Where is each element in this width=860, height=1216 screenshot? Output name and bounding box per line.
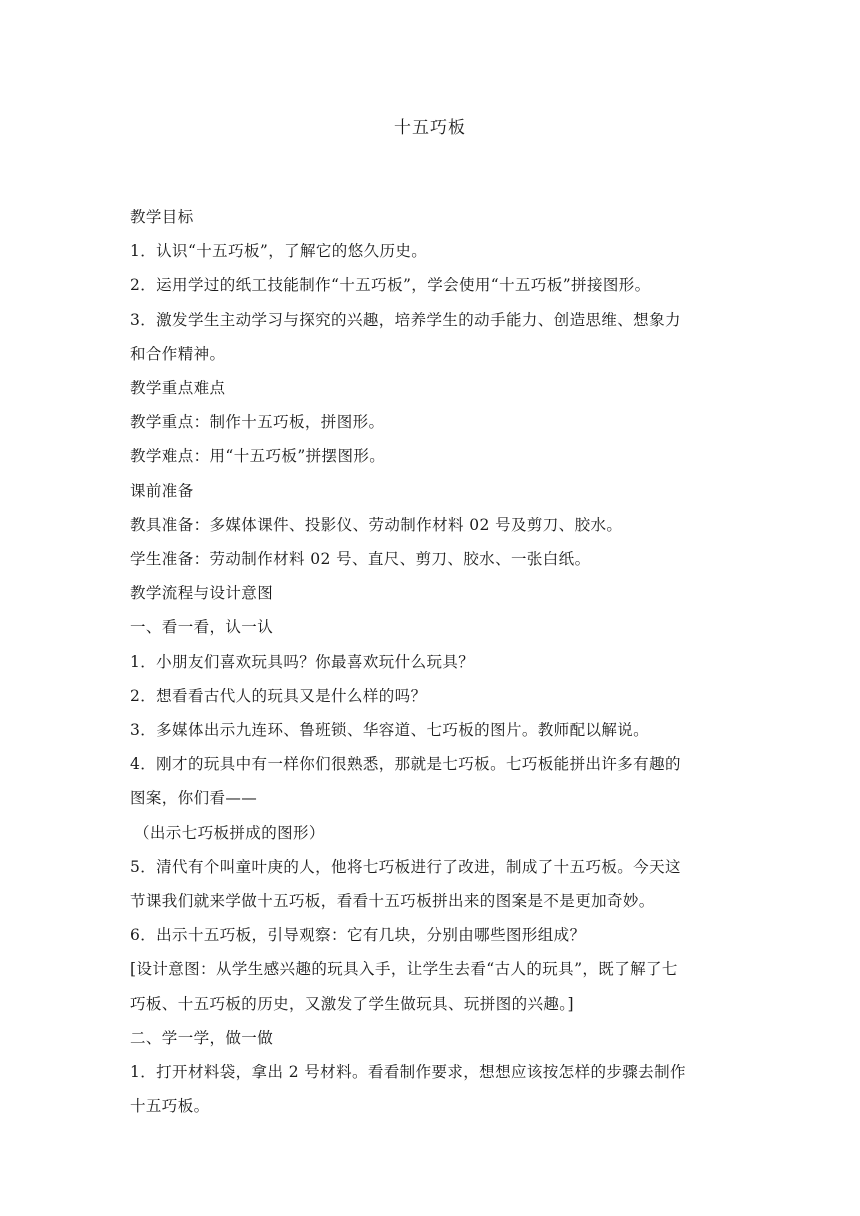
paragraph-line: 教学难点：用“十五巧板”拼摆图形。 [130, 447, 386, 466]
heading-key-points: 教学重点难点 [130, 379, 226, 398]
section-heading: 一、看一看，认一认 [130, 618, 274, 637]
design-intent-line: [设计意图：从学生感兴趣的玩具入手，让学生去看“古人的玩具”，既了解了七 [130, 960, 678, 979]
paragraph-line: （出示七巧板拼成的图形） [134, 823, 325, 842]
paragraph-line: 图案，你们看—— [130, 789, 258, 808]
paragraph-line: 教学重点：制作十五巧板，拼图形。 [130, 413, 385, 432]
paragraph-line: 1．小朋友们喜欢玩具吗？你最喜欢玩什么玩具？ [130, 652, 475, 671]
paragraph-line: 2．运用学过的纸工技能制作“十五巧板”，学会使用“十五巧板”拼接图形。 [130, 276, 651, 295]
paragraph-line: 1．打开材料袋，拿出 2 号材料。看看制作要求，想想应该按怎样的步骤去制作 [130, 1063, 686, 1082]
document-body [130, 200, 740, 1123]
section-heading: 二、学一学，做一做 [130, 1028, 274, 1047]
design-intent-line: 巧板、十五巧板的历史，又激发了学生做玩具、玩拼图的兴趣。] [130, 994, 574, 1013]
paragraph-line: 2．想看看古代人的玩具又是什么样的吗？ [130, 686, 427, 705]
paragraph-line: 节课我们就来学做十五巧板，看看十五巧板拼出来的图案是不是更加奇妙。 [130, 892, 655, 911]
heading-preparation: 课前准备 [130, 481, 194, 500]
heading-teaching-goals: 教学目标 [130, 208, 194, 226]
paragraph-line: 学生准备：劳动制作材料 02 号、直尺、剪刀、胶水、一张白纸。 [130, 550, 591, 569]
paragraph-line: 4．刚才的玩具中有一样你们很熟悉，那就是七巧板。七巧板能拼出许多有趣的 [130, 755, 681, 774]
paragraph-line: 1．认识“十五巧板”，了解它的悠久历史。 [130, 242, 428, 261]
paragraph-line: 5．清代有个叫童叶庚的人，他将七巧板进行了改进，制成了十五巧板。今天这 [130, 857, 681, 876]
paragraph-line: 3．多媒体出示九连环、鲁班锁、华容道、七巧板的图片。教师配以解说。 [130, 721, 650, 740]
paragraph-line: 6．出示十五巧板，引导观察：它有几块，分别由哪些图形组成？ [130, 926, 586, 945]
document-title: 十五巧板 [394, 118, 466, 138]
paragraph-line: 十五巧板。 [130, 1097, 210, 1116]
paragraph-line: 和合作精神。 [130, 344, 226, 363]
paragraph-line: 教具准备：多媒体课件、投影仪、劳动制作材料 02 号及剪刀、胶水。 [130, 515, 623, 534]
heading-process: 教学流程与设计意图 [130, 584, 274, 603]
paragraph-line: 3．激发学生主动学习与探究的兴趣，培养学生的动手能力、创造思维、想象力 [130, 310, 681, 329]
